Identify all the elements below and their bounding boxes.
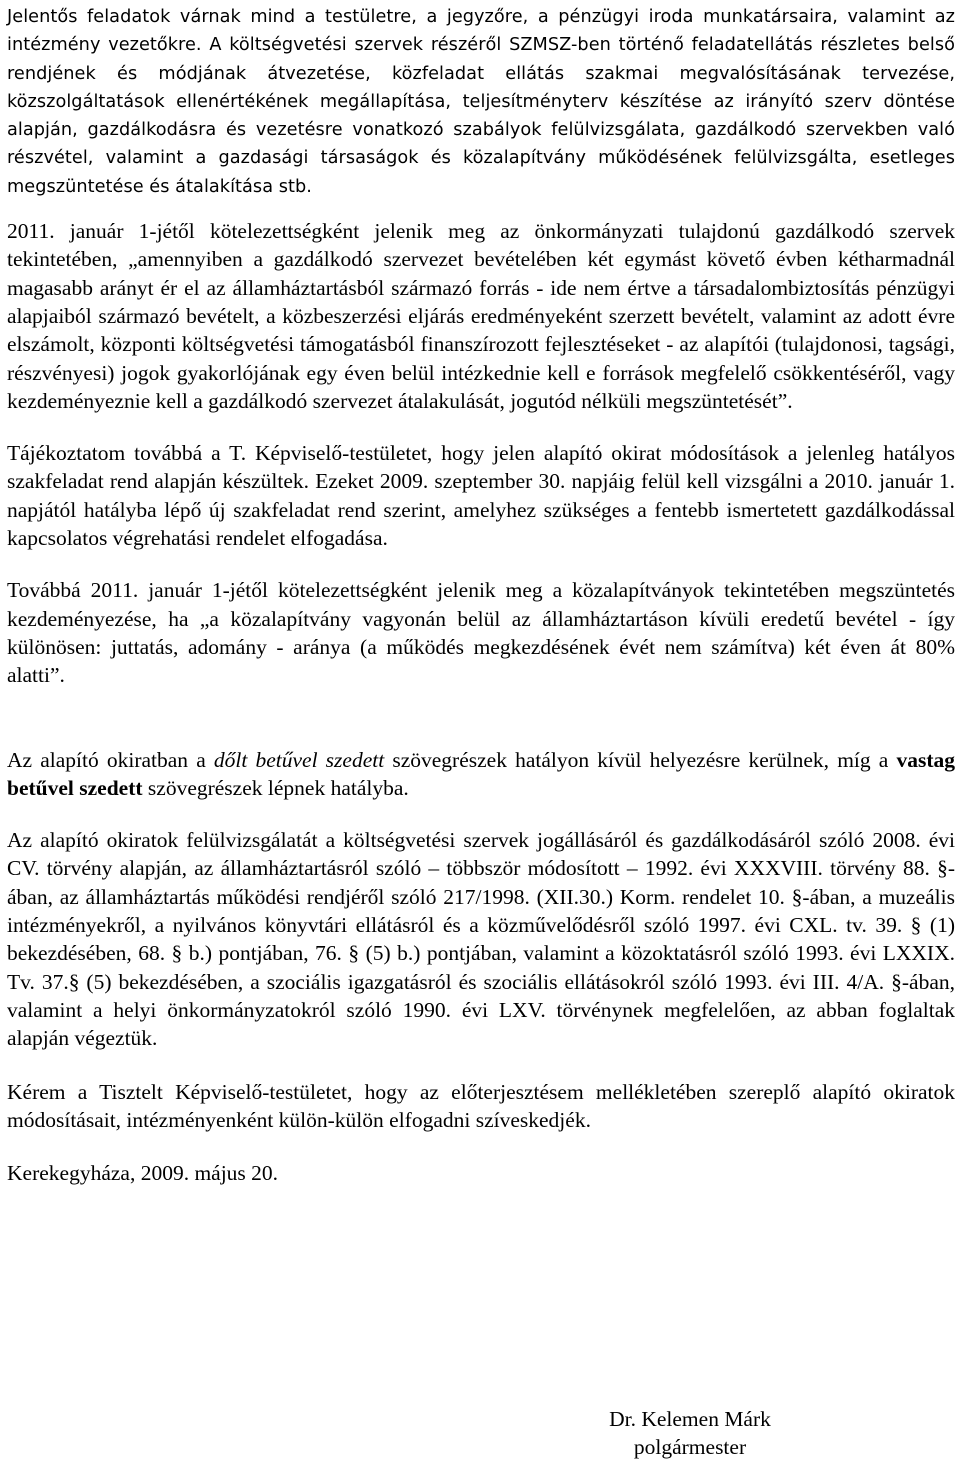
formatting-note-bold: vastag betűvel szedett (7, 747, 955, 800)
formatting-note-mid: szövegrészek hatályon kívül helyezésre kerülnek, míg a (384, 747, 897, 772)
paragraph-formatting-note (7, 746, 955, 803)
formatting-note-post: szövegrészek lépnek hatályba. (142, 775, 409, 800)
paragraph-task-order: Tájékoztatom továbbá a T. Képviselő-testületet, hogy jelen alapító okirat módosítások a jelenleg hatályos szakfeladat rend alapján készültek. Ezeket 2009. szeptember 30. napjáig felül kell vizsgálni a 2010. január 1. napjától hatályba lépő új szakfeladat rend szerint, amelyhez szükséges a fentebb ismertetett gazdálkodással kapcsolatos végrehatási rendelet elfogadása. (7, 441, 955, 551)
paragraph-legal-basis: Az alapító okiratok felülvizsgálatát a költségvetési szervek jogállásáról és gazdálkodásáról szóló 2008. évi CV. törvény alapján, az államháztartásról szóló – többször módosított – 1992. évi XXXVIII. törvény 88. §-ában, az államháztartás működési rendjéről szóló 217/1998. (XII.30.) Korm. rendelet 10. §-ában, a muzeális intézményekről, a nyilvános könyvtári ellátásról és a közművelődésről szóló 1997. évi CXL. tv. 39. § (1) bekezdésében, 68. § b.) pontjában, 76. § (5) b.) pontjában, valamint a közoktatásról szóló 1993. évi LXXIX. Tv. 37.§ (5) bekezdésében, a szociális igazgatásról és szociális ellátásokról szóló 1993. évi III. 4/A. §-ában, valamint a helyi önkormányzatokról szóló 1990. évi LXV. törvénynek megfelelően, az abban foglaltak alapján végeztük. (7, 828, 955, 1051)
formatting-note-italic: dőlt betűvel szedett (213, 747, 385, 772)
paragraph-request: Kérem a Tisztelt Képviselő-testületet, hogy az előterjesztésem mellékletében szereplő alapító okiratok módosításait, intézményenként külön-külön elfogadni szíveskedjék. (7, 1079, 955, 1132)
signature-block (600, 1405, 780, 1461)
place-date: Kerekegyháza, 2009. május 20. (7, 1161, 279, 1186)
paragraph-duties: Jelentős feladatok várnak mind a testületre, a jegyzőre, a pénzügyi iroda munkatársaira, valamint az intézmény vezetőkre. A költségvetési szervek részéről SZMSZ-ben történő feladatellátás részletes belső rendjének és módjának átvezetése, közfeladat ellátás szakmai megvalósításának tervezése, közszolgáltatások ellenértékének megállapítása, teljesítményterv készítése az irányító szerv döntése alapján, gazdálkodásra és vezetésre vonatkozó szabályok felülvizsgálata, gazdálkodó szervekben való részvétel, valamint a gazdasági társaságok és közalapítvány működésének felülvizsgálta, esetleges megszüntetése és átalakítása stb. (7, 7, 955, 197)
paragraph-foundations: Továbbá 2011. január 1-jétől kötelezettségként jelenik meg a közalapítványok tekintetében megszüntetés kezdeményezése, ha „a közalapítvány vagyonán belül az államháztartáson kívüli eredetű bevétel - így különösen: juttatás, adomány - aránya (a működés megkezdésének évét nem számítva) két éven át 80% alatti”. (7, 578, 955, 688)
formatting-note-pre: Az alapító okiratban a (7, 747, 214, 772)
paragraph-2011-enterprises: 2011. január 1-jétől kötelezettségként jelenik meg az önkormányzati tulajdonú gazdálkodó szervek tekintetében, „amennyiben a gazdálkodó szervezet bevételében két egymást követő évben kétharmadnál magasabb arányt ér el az államháztartásból származó forrás - ide nem értve a társadalombiztosítás pénzügyi alapjaiból származó bevételt, a közbeszerzési eljárás eredményeként szerzett bevételt, valamint az adott évre elszámolt, központi költségvetési támogatásból finanszírozott fejlesztéseket - az alapítói (tulajdonosi, tagsági, részvényesi) jogok gyakorlójának egy éven belül intézkednie kell e források megfelelő csökkentéséről, vagy kezdeményeznie kell a gazdálkodó szervezet átalakulását, jogutód nélküli megszüntetését”. (7, 219, 955, 413)
signature-title: polgármester (633, 1435, 747, 1459)
signature-name: Dr. Kelemen Márk (609, 1407, 771, 1431)
